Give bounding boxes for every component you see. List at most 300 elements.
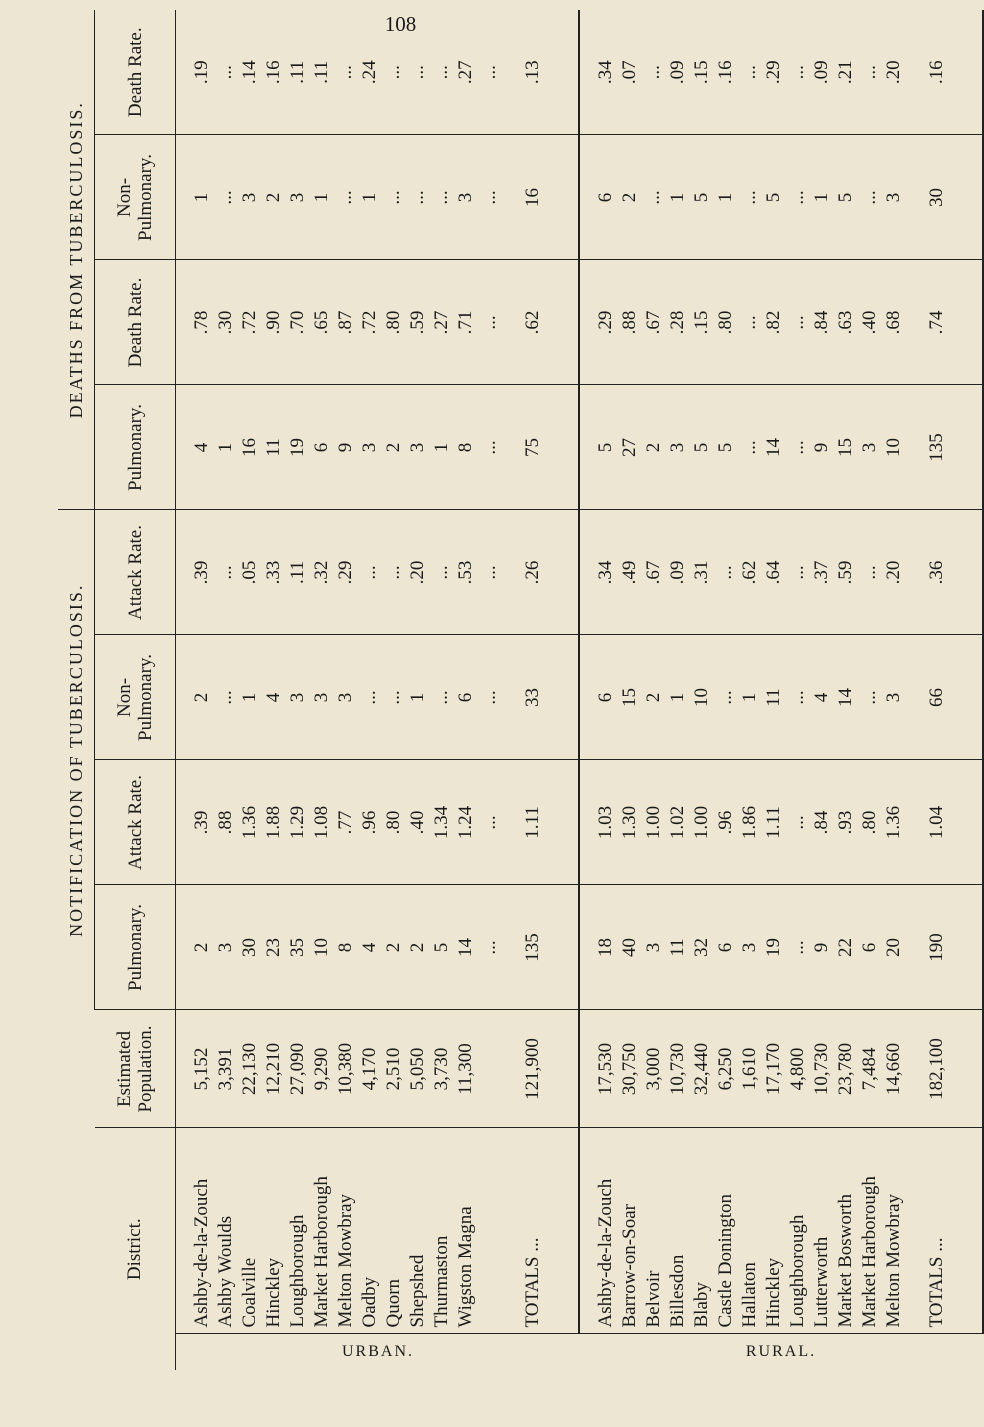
table-row: [810, 10, 834, 1370]
cell-nn: 3: [882, 635, 906, 760]
cell-nnar: .29: [334, 510, 358, 635]
table-row: [334, 10, 358, 1370]
table-row: [666, 10, 690, 1370]
district-name: Lutterworth: [810, 1128, 834, 1334]
cell-dp: 5: [690, 385, 714, 510]
cell-dp: 3: [666, 385, 690, 510]
cell-pop: 17,530: [594, 1010, 618, 1128]
cell-dp: 2: [642, 385, 666, 510]
cell-dn: 3: [454, 135, 478, 260]
cell-pop: 22,130: [238, 1010, 262, 1128]
district-name: Ashby Woulds: [214, 1128, 238, 1334]
cell-pop: 3,000: [642, 1010, 666, 1128]
cell-nar: .84: [810, 760, 834, 885]
totals-label: TOTALS ...: [516, 1128, 550, 1334]
cell-np: 30: [238, 885, 262, 1010]
cell-nar: .96: [714, 760, 738, 885]
cell-nnar: .09: [666, 510, 690, 635]
cell-np: 8: [334, 885, 358, 1010]
total-nn: 33: [516, 635, 550, 760]
cell-dnr: .20: [883, 60, 904, 85]
cell-nar: ...: [478, 760, 502, 885]
cell-pop: 1,610: [738, 1010, 762, 1128]
cell-dp: 3: [358, 385, 382, 510]
cell-dn: 3: [238, 135, 262, 260]
cell-nnar: .62: [738, 510, 762, 635]
district-name: Ashby-de-la-Zouch: [594, 1128, 618, 1334]
cell-dp: 14: [762, 385, 786, 510]
cell-np: 2: [406, 885, 430, 1010]
cell-dnr: .11: [287, 60, 308, 84]
table-row: [358, 10, 382, 1370]
cell-nnar: ...: [714, 510, 738, 635]
cell-nar: .93: [834, 760, 858, 885]
cell-dpr: .78: [190, 260, 214, 385]
cell-dpr: .40: [858, 260, 882, 385]
total-dn: 16: [516, 135, 550, 260]
cell-dn: ...: [858, 135, 882, 260]
table-row: [430, 10, 454, 1370]
death-non-pulmonary-rate-header: Death Rate.: [95, 10, 176, 135]
cell-dp: 15: [834, 385, 858, 510]
cell-dnr: .19: [191, 60, 212, 85]
cell-nn: ...: [478, 635, 502, 760]
cell-np: 11: [666, 885, 690, 1010]
table-row: [454, 10, 478, 1370]
cell-dnr: ...: [215, 65, 236, 80]
cell-nnar: .20: [406, 510, 430, 635]
cell-nn: 6: [594, 635, 618, 760]
district-name: Melton Mowbray: [882, 1128, 906, 1334]
cell-dn: 1: [666, 135, 690, 260]
cell-dp: 3: [858, 385, 882, 510]
notification-section-title: NOTIFICATION OF TUBERCULOSIS.: [58, 510, 95, 1010]
cell-np: 3: [214, 885, 238, 1010]
district-name: Market Harborough: [858, 1128, 882, 1334]
cell-dp: 11: [262, 385, 286, 510]
cell-nnar: .34: [594, 510, 618, 635]
group-divider: [954, 10, 983, 1370]
cell-dn: ...: [382, 135, 406, 260]
group-divider: [550, 10, 579, 1370]
cell-np: 40: [618, 885, 642, 1010]
total-dp: 135: [920, 385, 954, 510]
notif-non-pulmonary-attack-rate-header: Attack Rate.: [95, 510, 176, 635]
cell-nnar: .11: [286, 510, 310, 635]
cell-pop: 5,050: [406, 1010, 430, 1128]
cell-dnr: ...: [335, 65, 356, 80]
cell-nar: 1.36: [882, 760, 906, 885]
cell-nnar: .59: [834, 510, 858, 635]
cell-dn: 3: [286, 135, 310, 260]
cell-nar: 1.36: [238, 760, 262, 885]
cell-dpr: .70: [286, 260, 310, 385]
cell-nn: 2: [642, 635, 666, 760]
cell-dnr: .11: [311, 60, 332, 84]
cell-pop: 7,484: [858, 1010, 882, 1128]
cell-nn: ...: [786, 635, 810, 760]
table-row: [594, 10, 618, 1370]
district-name: Melton Mowbray: [334, 1128, 358, 1334]
district-name: Ashby-de-la-Zouch: [190, 1128, 214, 1334]
cell-nar: .40: [406, 760, 430, 885]
cell-nn: 3: [286, 635, 310, 760]
table-row: [642, 10, 666, 1370]
table-row: [382, 10, 406, 1370]
cell-dn: 3: [882, 135, 906, 260]
cell-nar: .88: [214, 760, 238, 885]
cell-np: 6: [714, 885, 738, 1010]
cell-dp: 2: [382, 385, 406, 510]
cell-pop: 14,660: [882, 1010, 906, 1128]
cell-nn: ...: [382, 635, 406, 760]
cell-dn: ...: [738, 135, 762, 260]
cell-nnar: ...: [478, 510, 502, 635]
cell-dpr: .90: [262, 260, 286, 385]
death-non-pulmonary-header: Non-Pulmonary.: [95, 135, 176, 260]
cell-nar: 1.29: [286, 760, 310, 885]
death-pulmonary-rate-header: Death Rate.: [95, 260, 176, 385]
cell-np: 10: [310, 885, 334, 1010]
cell-dnr: .15: [691, 60, 712, 85]
cell-nar: .77: [334, 760, 358, 885]
cell-nar: .96: [358, 760, 382, 885]
cell-dp: ...: [738, 385, 762, 510]
cell-dpr: .84: [810, 260, 834, 385]
cell-nn: 1: [738, 635, 762, 760]
district-name: Hallaton: [738, 1128, 762, 1334]
cell-pop: 2,510: [382, 1010, 406, 1128]
cell-dnr: ...: [787, 65, 808, 80]
spacer-row: [579, 10, 594, 1370]
cell-dnr: .16: [263, 60, 284, 85]
cell-nnar: .20: [882, 510, 906, 635]
cell-dnr: ...: [859, 65, 880, 80]
cell-nnar: .53: [454, 510, 478, 635]
cell-nn: 14: [834, 635, 858, 760]
cell-dpr: .80: [714, 260, 738, 385]
total-dn: 30: [920, 135, 954, 260]
cell-dnr: ...: [383, 65, 404, 80]
total-nnar: .36: [920, 510, 954, 635]
cell-dnr: ...: [739, 65, 760, 80]
cell-dpr: .68: [882, 260, 906, 385]
total-dnr: .13: [522, 60, 543, 85]
cell-dpr: ...: [786, 260, 810, 385]
rural-label-text: RURAL.: [745, 1343, 817, 1361]
table-row: [690, 10, 714, 1370]
death-pulmonary-header: Pulmonary.: [95, 385, 176, 510]
rotated-table-wrapper: [58, 10, 947, 1370]
cell-dnr: .07: [619, 60, 640, 85]
district-name: Market Bosworth: [834, 1128, 858, 1334]
table-row: [714, 10, 738, 1370]
cell-dp: 6: [310, 385, 334, 510]
cell-pop: 6,250: [714, 1010, 738, 1128]
cell-nn: ...: [858, 635, 882, 760]
cell-dpr: .80: [382, 260, 406, 385]
cell-nnar: .05: [238, 510, 262, 635]
cell-nar: 1.00: [642, 760, 666, 885]
cell-nnar: .31: [690, 510, 714, 635]
cell-pop: 5,152: [190, 1010, 214, 1128]
cell-dnr: .27: [455, 60, 476, 85]
table-row: [214, 10, 238, 1370]
cell-dn: 5: [834, 135, 858, 260]
table-row: [618, 10, 642, 1370]
cell-dn: ...: [406, 135, 430, 260]
cell-dpr: .15: [690, 260, 714, 385]
cell-np: 6: [858, 885, 882, 1010]
notif-pulmonary-header: Pulmonary.: [95, 885, 176, 1010]
cell-dn: ...: [334, 135, 358, 260]
cell-np: 20: [882, 885, 906, 1010]
table-row: [310, 10, 334, 1370]
cell-nar: ...: [786, 760, 810, 885]
table-row: [286, 10, 310, 1370]
cell-nn: 4: [262, 635, 286, 760]
cell-nnar: ...: [430, 510, 454, 635]
table-row: [834, 10, 858, 1370]
table-row: [190, 10, 214, 1370]
cell-dpr: .28: [666, 260, 690, 385]
totals-label: TOTALS ...: [920, 1128, 954, 1334]
cell-dpr: .87: [334, 260, 358, 385]
cell-np: 5: [430, 885, 454, 1010]
totals-row: [920, 10, 954, 1370]
district-name: Blaby: [690, 1128, 714, 1334]
district-name: Barrow-on-Soar: [618, 1128, 642, 1334]
notif-pulmonary-attack-rate-header: Attack Rate.: [95, 760, 176, 885]
page-number: 108: [384, 12, 417, 36]
section-header-row: [58, 10, 95, 1370]
cell-dp: ...: [786, 385, 810, 510]
table-row: [882, 10, 906, 1370]
cell-dnr: .09: [667, 60, 688, 85]
cell-np: 23: [262, 885, 286, 1010]
cell-np: ...: [786, 885, 810, 1010]
cell-nn: 3: [334, 635, 358, 760]
cell-pop: 27,090: [286, 1010, 310, 1128]
cell-dn: ...: [430, 135, 454, 260]
cell-nar: 1.34: [430, 760, 454, 885]
cell-dpr: ...: [478, 260, 502, 385]
cell-nar: 1.88: [262, 760, 286, 885]
cell-dpr: .63: [834, 260, 858, 385]
district-name: Belvoir: [642, 1128, 666, 1334]
cell-np: 9: [810, 885, 834, 1010]
cell-pop: 32,440: [690, 1010, 714, 1128]
district-name: Loughborough: [786, 1128, 810, 1334]
cell-nnar: .39: [190, 510, 214, 635]
cell-nn: 1: [406, 635, 430, 760]
notif-non-pulmonary-header: Non-Pulmonary.: [95, 635, 176, 760]
cell-nar: 1.30: [618, 760, 642, 885]
cell-dnr: .14: [239, 60, 260, 85]
cell-np: 22: [834, 885, 858, 1010]
cell-nar: .80: [382, 760, 406, 885]
spacer-row: [176, 10, 191, 1370]
cell-np: ...: [478, 885, 502, 1010]
cell-dpr: .30: [214, 260, 238, 385]
cell-dn: ...: [214, 135, 238, 260]
cell-dnr: ...: [479, 65, 500, 80]
cell-nnar: ...: [358, 510, 382, 635]
column-header-row: [95, 10, 176, 1370]
cell-nar: 1.86: [738, 760, 762, 885]
total-dp: 75: [516, 385, 550, 510]
cell-np: 18: [594, 885, 618, 1010]
cell-nnar: ...: [382, 510, 406, 635]
district-name: Coalville: [238, 1128, 262, 1334]
cell-dn: 5: [762, 135, 786, 260]
cell-pop: 9,290: [310, 1010, 334, 1128]
cell-nn: ...: [714, 635, 738, 760]
district-name: Market Harborough: [310, 1128, 334, 1334]
table-row: [262, 10, 286, 1370]
cell-dpr: .65: [310, 260, 334, 385]
total-dnr: .16: [926, 60, 947, 85]
cell-np: 35: [286, 885, 310, 1010]
district-name: Hinckley: [262, 1128, 286, 1334]
cell-dn: 1: [810, 135, 834, 260]
cell-np: 4: [358, 885, 382, 1010]
cell-nnar: .32: [310, 510, 334, 635]
cell-dnr: .09: [811, 60, 832, 85]
cell-dpr: .27: [430, 260, 454, 385]
district-name: Shepshed: [406, 1128, 430, 1334]
table-row: [786, 10, 810, 1370]
cell-dnr: .21: [835, 60, 856, 85]
cell-nn: ...: [358, 635, 382, 760]
cell-dp: 9: [334, 385, 358, 510]
cell-np: 3: [738, 885, 762, 1010]
cell-dp: ...: [478, 385, 502, 510]
district-header: District.: [95, 1128, 176, 1370]
spacer-row: [906, 10, 920, 1370]
total-pop: 121,900: [516, 1010, 550, 1128]
cell-dp: 1: [430, 385, 454, 510]
cell-dp: 19: [286, 385, 310, 510]
cell-np: 32: [690, 885, 714, 1010]
urban-label-text: URBAN.: [341, 1343, 414, 1361]
cell-pop: 10,380: [334, 1010, 358, 1128]
cell-nnar: .64: [762, 510, 786, 635]
cell-dpr: .29: [594, 260, 618, 385]
totals-row: [516, 10, 550, 1370]
cell-pop: 11,300: [454, 1010, 478, 1128]
district-name: Billesdon: [666, 1128, 690, 1334]
cell-nn: 3: [310, 635, 334, 760]
cell-dn: 1: [358, 135, 382, 260]
district-name: Castle Donington: [714, 1128, 738, 1334]
urban-group-label: [176, 1334, 580, 1370]
cell-dn: 1: [190, 135, 214, 260]
table-row: [738, 10, 762, 1370]
cell-dn: 5: [690, 135, 714, 260]
deaths-section-title: DEATHS FROM TUBERCULOSIS.: [58, 10, 95, 510]
table-row: [858, 10, 882, 1370]
table-row: [478, 10, 502, 1370]
cell-pop: 3,391: [214, 1010, 238, 1128]
cell-nn: 4: [810, 635, 834, 760]
district-name: Loughborough: [286, 1128, 310, 1334]
cell-np: 3: [642, 885, 666, 1010]
table-row: [406, 10, 430, 1370]
cell-dnr: .29: [763, 60, 784, 85]
cell-dnr: .34: [595, 60, 616, 85]
cell-nnar: ...: [786, 510, 810, 635]
cell-pop: 4,170: [358, 1010, 382, 1128]
district-name: Thurmaston: [430, 1128, 454, 1334]
district-name: Oadby: [358, 1128, 382, 1334]
cell-dp: 16: [238, 385, 262, 510]
cell-dp: 8: [454, 385, 478, 510]
district-name: Quorn: [382, 1128, 406, 1334]
total-dpr: .74: [920, 260, 954, 385]
cell-pop: 10,730: [810, 1010, 834, 1128]
population-header: Estimated Population.: [95, 1010, 176, 1128]
total-dpr: .62: [516, 260, 550, 385]
cell-dn: 1: [310, 135, 334, 260]
cell-nnar: .37: [810, 510, 834, 635]
cell-pop: 12,210: [262, 1010, 286, 1128]
cell-dp: 5: [594, 385, 618, 510]
cell-dpr: .82: [762, 260, 786, 385]
cell-pop: 17,170: [762, 1010, 786, 1128]
cell-pop: [478, 1010, 502, 1128]
total-nar: 1.04: [920, 760, 954, 885]
cell-dp: 9: [810, 385, 834, 510]
cell-dp: 1: [214, 385, 238, 510]
total-nnar: .26: [516, 510, 550, 635]
cell-nar: .39: [190, 760, 214, 885]
total-np: 190: [920, 885, 954, 1010]
spacer-row: [502, 10, 516, 1370]
cell-dn: ...: [786, 135, 810, 260]
cell-np: 2: [382, 885, 406, 1010]
cell-dpr: .72: [358, 260, 382, 385]
cell-dpr: .72: [238, 260, 262, 385]
cell-dn: 1: [714, 135, 738, 260]
cell-nar: 1.00: [690, 760, 714, 885]
cell-nn: 6: [454, 635, 478, 760]
table-row: [238, 10, 262, 1370]
cell-nn: ...: [430, 635, 454, 760]
cell-dpr: .67: [642, 260, 666, 385]
cell-nn: 15: [618, 635, 642, 760]
rural-group-label: [579, 1334, 983, 1370]
cell-pop: 4,800: [786, 1010, 810, 1128]
cell-pop: 3,730: [430, 1010, 454, 1128]
total-pop: 182,100: [920, 1010, 954, 1128]
tuberculosis-table: [58, 10, 984, 1370]
cell-nar: 1.02: [666, 760, 690, 885]
cell-dnr: ...: [643, 65, 664, 80]
cell-nn: 1: [666, 635, 690, 760]
district-name: [478, 1128, 502, 1334]
cell-dn: ...: [478, 135, 502, 260]
cell-pop: 30,750: [618, 1010, 642, 1128]
cell-dp: 10: [882, 385, 906, 510]
cell-nar: 1.03: [594, 760, 618, 885]
cell-dn: ...: [642, 135, 666, 260]
cell-dpr: ...: [738, 260, 762, 385]
total-np: 135: [516, 885, 550, 1010]
district-name: Hinckley: [762, 1128, 786, 1334]
cell-nar: .80: [858, 760, 882, 885]
cell-nar: 1.08: [310, 760, 334, 885]
